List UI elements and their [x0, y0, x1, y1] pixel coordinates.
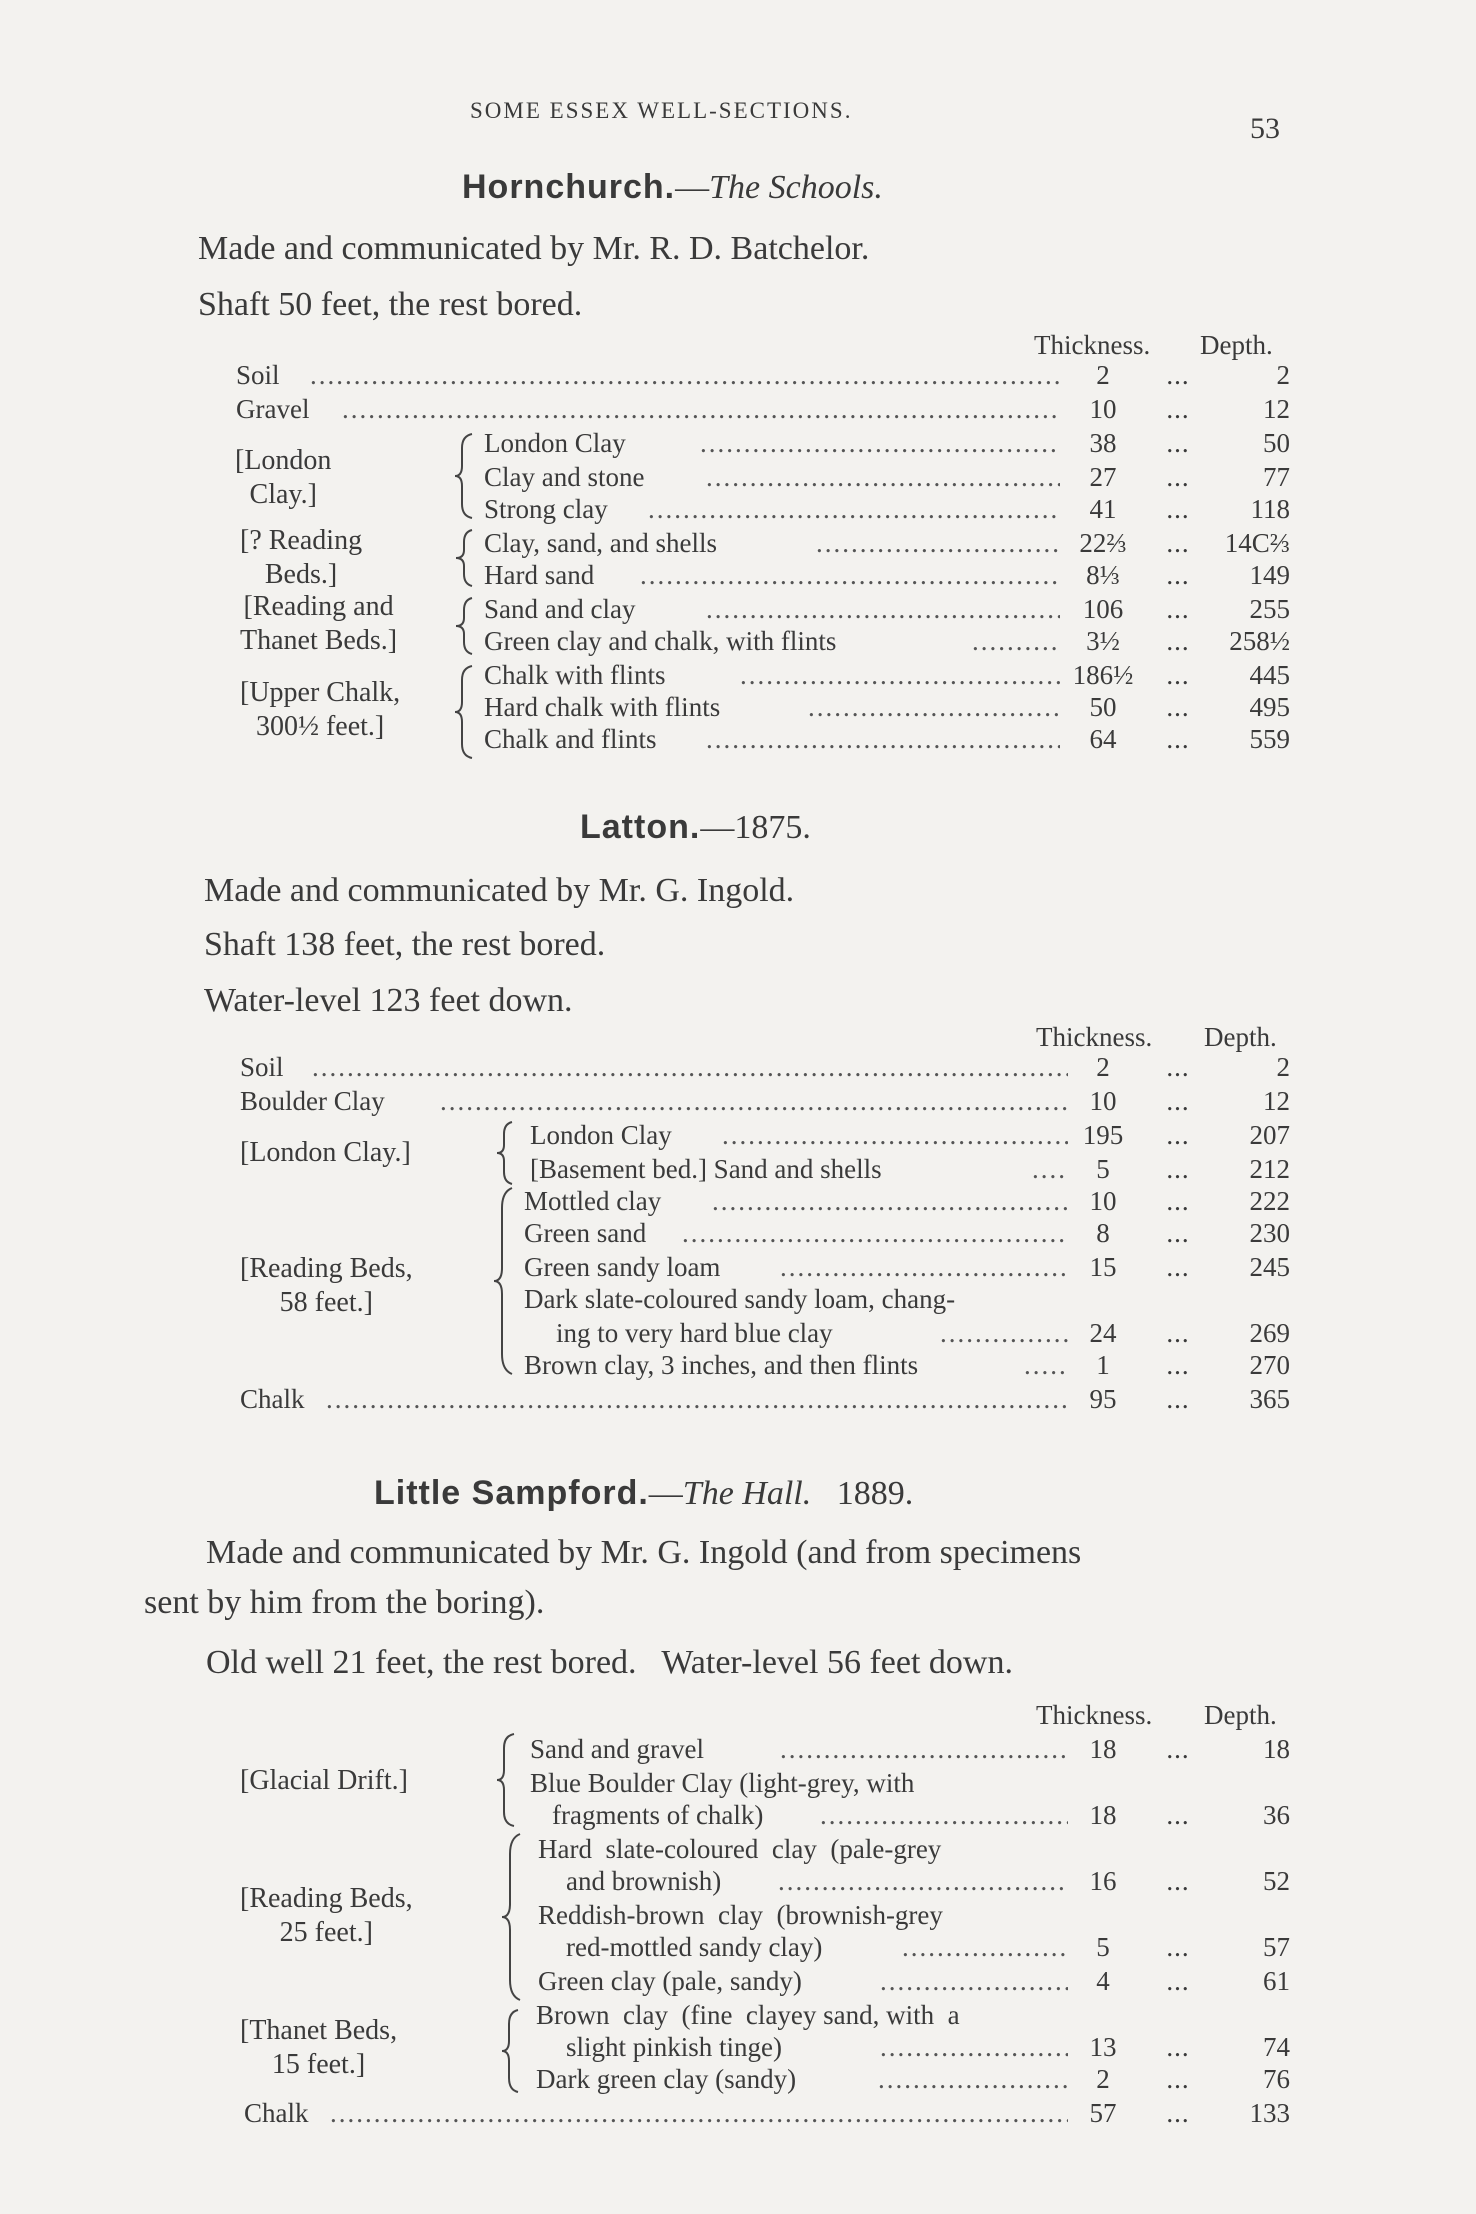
- title-place: Little Sampford.: [374, 1474, 649, 1512]
- table-row: Hard chalk with flints ..... 50 ... 495: [0, 692, 1476, 724]
- table-row: Green clay and chalk, with flints ..... 3½ ... 258½: [0, 626, 1476, 658]
- column-header-thickness: Thickness.: [1034, 330, 1151, 360]
- stratum-group-label: [Reading Beds, 58 feet.]: [240, 1253, 413, 1318]
- table-row: Sand and clay ..... 106 ... 255: [0, 594, 1476, 626]
- stratum-group-label: [Reading Beds, 25 feet.]: [240, 1883, 413, 1948]
- table-row: Sand and gravel ..... 18 ... 18: [0, 1734, 1476, 1766]
- section-title: [374, 1474, 913, 1513]
- title-place: Latton.: [580, 808, 701, 846]
- stratum-group-label: [London Clay.]: [235, 445, 332, 510]
- column-header-thickness: Thickness.: [1036, 1022, 1153, 1052]
- table-row: Dark slate-coloured sandy loam, chang-: [524, 1284, 956, 1314]
- table-row: Gravel ..... 10 ... 12: [0, 394, 1476, 426]
- column-header-depth: Depth.: [1200, 330, 1273, 360]
- table-row: Strong clay ..... 41 ... 118: [0, 494, 1476, 526]
- stratum-group-label: [Thanet Beds, 15 feet.]: [240, 2015, 398, 2080]
- stratum-group-label: [Reading and Thanet Beds.]: [240, 591, 398, 656]
- title-place: Hornchurch.: [462, 168, 676, 206]
- table-row: Mottled clay ..... 10 ... 222: [0, 1186, 1476, 1218]
- table-row: Green sandy loam ..... 15 ... 245: [0, 1252, 1476, 1284]
- table-row: fragments of chalk) ..... 18 ... 36: [0, 1800, 1476, 1832]
- stratum-group-label: [Glacial Drift.]: [240, 1765, 408, 1796]
- title-dash: —: [675, 169, 710, 206]
- table-row: slight pinkish tinge) ..... 13 ... 74: [0, 2032, 1476, 2064]
- table-row: Brown clay, 3 inches, and then flints ..... 1 ... 270: [0, 1350, 1476, 1382]
- column-header-depth: Depth.: [1204, 1022, 1277, 1052]
- stratum-group-label: [? Reading Beds.]: [240, 525, 363, 590]
- paragraph-line: Shaft 50 feet, the rest bored.: [198, 286, 583, 323]
- table-row: Brown clay (fine clayey sand, with a: [536, 2000, 960, 2030]
- section-title: [580, 808, 811, 847]
- paragraph-line: Water-level 123 feet down.: [204, 982, 573, 1019]
- table-row: London Clay ..... 195 ... 207: [0, 1120, 1476, 1152]
- column-header-thickness: Thickness.: [1036, 1700, 1153, 1730]
- title-date: 1889.: [836, 1475, 914, 1512]
- table-row: [Basement bed.] Sand and shells ..... 5 ... 212: [0, 1154, 1476, 1186]
- table-row: Boulder Clay ..... 10 ... 12: [0, 1086, 1476, 1118]
- table-row: Clay and stone ..... 27 ... 77: [0, 462, 1476, 494]
- table-row: Green sand ..... 8 ... 230: [0, 1218, 1476, 1250]
- running-title: SOME ESSEX WELL-SECTIONS.: [470, 98, 853, 123]
- paragraph-line: Old well 21 feet, the rest bored. Water-level 56 feet down.: [206, 1644, 1013, 1681]
- paragraph-line: Made and communicated by Mr. G. Ingold.: [204, 872, 795, 909]
- paragraph-line: sent by him from the boring).: [144, 1584, 545, 1621]
- table-row: Chalk ..... 95 ... 365: [0, 1384, 1476, 1416]
- table-row: Hard slate-coloured clay (pale-grey: [538, 1834, 942, 1864]
- table-row: Green clay (pale, sandy) ..... 4 ... 61: [0, 1966, 1476, 1998]
- table-row: Soil ..... 2 ... 2: [0, 1052, 1476, 1084]
- table-row: Chalk and flints ..... 64 ... 559: [0, 724, 1476, 756]
- stratum-group-label: [London Clay.]: [240, 1137, 411, 1168]
- table-row: ing to very hard blue clay ..... 24 ... 269: [0, 1318, 1476, 1350]
- title-date: 1875.: [734, 809, 811, 846]
- paragraph-line: Made and communicated by Mr. R. D. Batchelor.: [198, 230, 870, 267]
- column-header-depth: Depth.: [1204, 1700, 1277, 1730]
- page-number: 53: [1250, 112, 1280, 145]
- stratum-group-label: [Upper Chalk, 300½ feet.]: [240, 677, 401, 742]
- table-row: Chalk ..... 57 ... 133: [0, 2098, 1476, 2130]
- table-row: Hard sand ..... 8⅓ ... 149: [0, 560, 1476, 592]
- table-row: Blue Boulder Clay (light-grey, with: [530, 1768, 915, 1798]
- table-row: Soil ..... 2 ... 2: [0, 360, 1476, 392]
- title-dash: —: [700, 809, 735, 846]
- table-row: Dark green clay (sandy) ..... 2 ... 76: [0, 2064, 1476, 2096]
- section-title: [462, 168, 883, 207]
- table-row: and brownish) ..... 16 ... 52: [0, 1866, 1476, 1898]
- title-dash: —: [648, 1475, 683, 1512]
- paragraph-line: Shaft 138 feet, the rest bored.: [204, 926, 606, 963]
- table-row: London Clay ..... 38 ... 50: [0, 428, 1476, 460]
- paragraph-line: Made and communicated by Mr. G. Ingold (and from specimens: [206, 1534, 1082, 1571]
- table-row: Reddish-brown clay (brownish-grey: [538, 1900, 943, 1930]
- table-row: Clay, sand, and shells ..... 22⅔ ... 14C⅔: [0, 528, 1476, 560]
- title-locality: The Hall.: [682, 1475, 812, 1512]
- table-row: red-mottled sandy clay) ..... 5 ... 57: [0, 1932, 1476, 1964]
- title-locality: The Schools.: [709, 169, 883, 206]
- table-row: Chalk with flints ..... 186½ ... 445: [0, 660, 1476, 692]
